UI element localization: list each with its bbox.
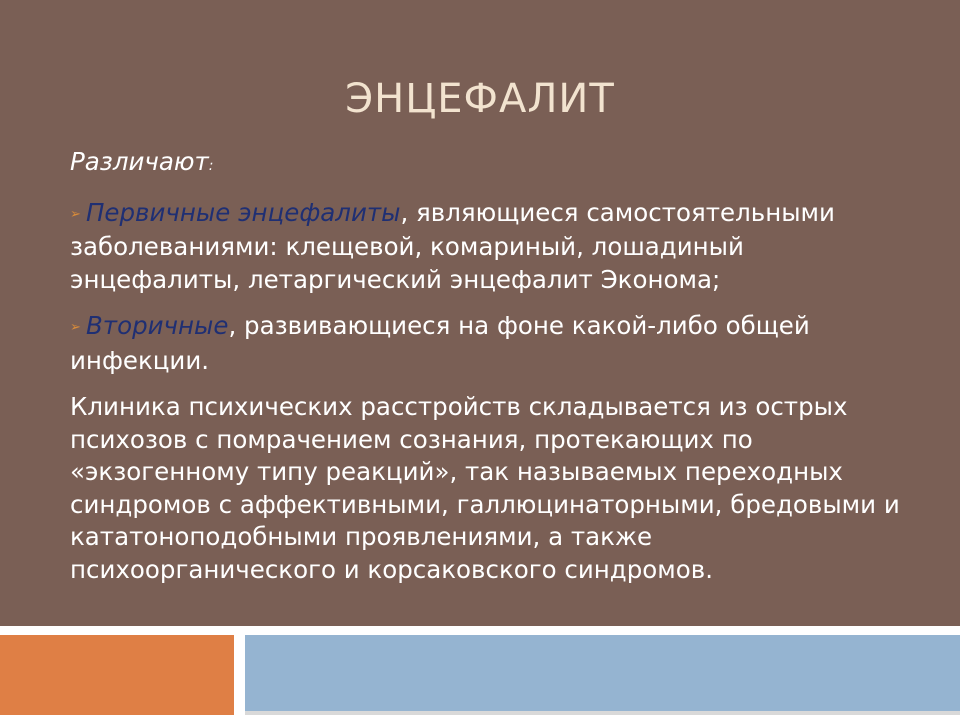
clinic-paragraph: Клиника психических расстройств складывается из острых психозов с помрачением сознания, протекающих по «экзогенному типу реакций», так называемых переходных синдромов с аффективными, галлюцинаторными, бредовыми и кататоноподобными проявлениями, а также психоорганического и корсаковского синдромов. <box>70 392 900 584</box>
list-item <box>70 310 920 377</box>
item-term: Вторичные <box>86 311 229 340</box>
slide-title: ЭНЦЕФАЛИТ <box>345 76 615 122</box>
footer-separator <box>0 626 960 634</box>
item-term: Первичные энцефалиты <box>86 197 401 227</box>
arrow-bullet-icon: ➢ <box>70 206 81 222</box>
list-item <box>70 197 920 297</box>
footer-orange-block <box>0 635 234 715</box>
footer-blue-shadow <box>245 711 960 715</box>
intro-colon: : <box>208 158 214 174</box>
item-text: , развивающиеся на фоне какой-либо общей инфекции. <box>70 311 810 375</box>
item-text: , являющиеся самостоятельными заболеваниями: клещевой, комариный, лошадиный энцефалиты, летаргический энцефалит Эконома; <box>70 197 835 294</box>
intro-label: Различают <box>70 147 209 176</box>
arrow-bullet-icon: ➢ <box>70 320 81 335</box>
intro-line <box>70 146 920 183</box>
footer-blue-block <box>245 635 960 711</box>
footer-divider <box>234 632 245 720</box>
slide-content <box>70 146 920 586</box>
